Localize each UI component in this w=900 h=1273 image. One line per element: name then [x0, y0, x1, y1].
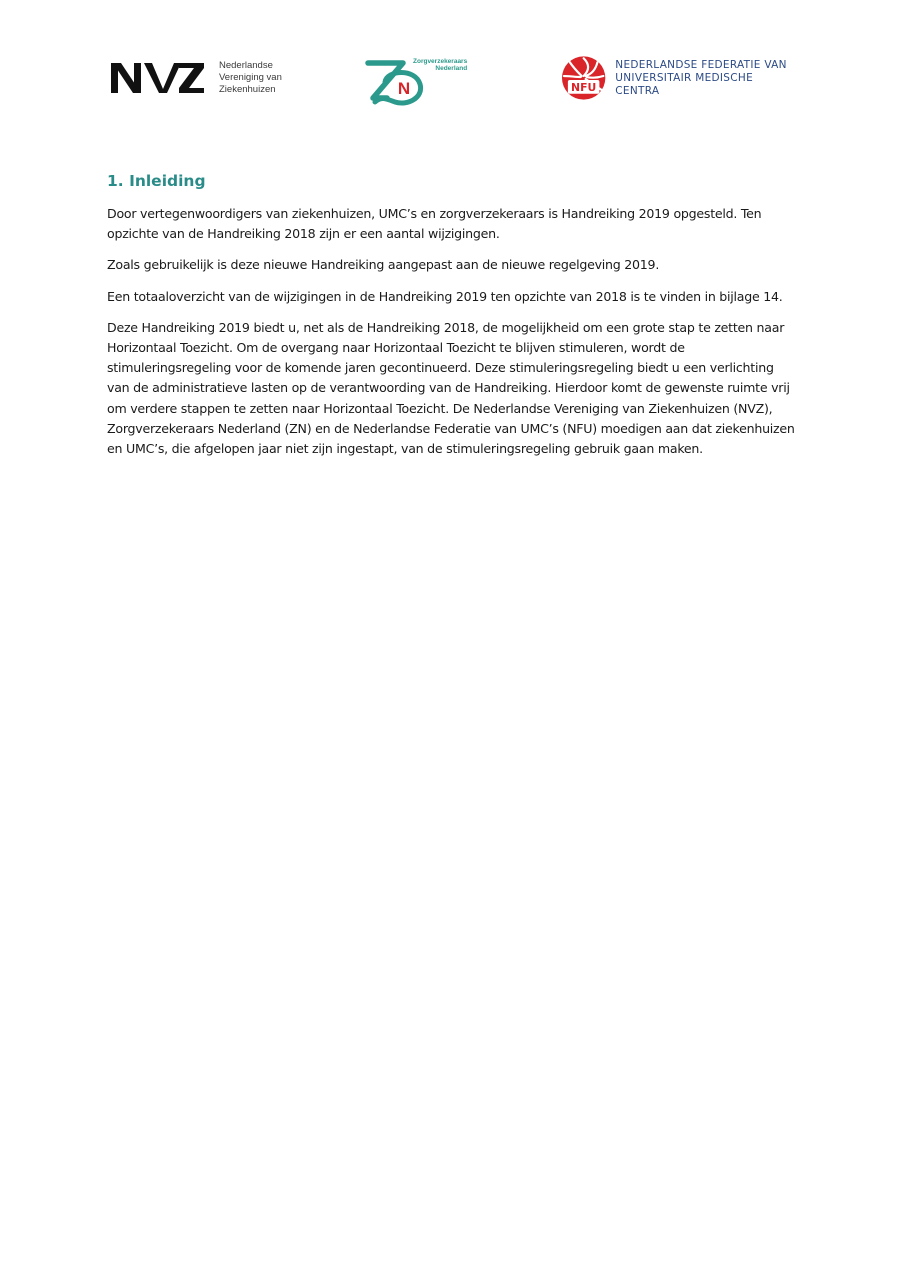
svg-text:NFU: NFU: [571, 80, 597, 94]
svg-text:N: N: [397, 79, 411, 98]
section-title: 1. Inleiding: [107, 172, 206, 190]
nvz-wordmark-icon: [111, 61, 205, 95]
paragraph-2: Zoals gebruikelijk is deze nieuwe Handreiking aangepast aan de nieuwe regelgeving 2019.: [107, 257, 660, 273]
nfu-emblem-icon: [560, 54, 607, 102]
nvz-caption: Nederlandse Vereniging van Ziekenhuizen: [219, 60, 282, 95]
zn-logo: [365, 56, 485, 108]
paragraph-1: Door vertegenwoordigers van ziekenhuizen, UMC’s en zorgverzekeraars is Handreiking 2019 opgesteld. Ten opzichte van de Handreiking 2018 zijn er een aantal wijzigingen.: [107, 206, 762, 242]
logo-header: [108, 52, 798, 112]
paragraph-4: Deze Handreiking 2019 biedt u, net als de Handreiking 2018, de mogelijkheid om een grote stap te zetten naar Horizontaal Toezicht. Om de overgang naar Horizontaal Toezicht te blijven stimuleren, wordt de stimuleringsregeling voor de komende jaren gecontinueerd. Deze stimuleringsregeling biedt u een verlichting van de administratieve lasten op de verantwoording van de Handreiking. Hierdoor komt de gewenste ruimte vrij om verdere stappen te zetten naar Horizontaal Toezicht. De Nederlandse Vereniging van Ziekenhuizen (NVZ), Zorgverzekeraars Nederland (ZN) en de Nederlandse Federatie van UMC’s (NFU) moedigen aan dat ziekenhuizen en UMC’s, die afgelopen jaar niet zijn ingestapt, van de stimuleringsregeling gebruik gaan maken.: [107, 319, 795, 457]
zn-caption: Zorgverzekeraars Nederland: [413, 58, 468, 72]
nfu-caption: NEDERLANDSE FEDERATIE VAN UNIVERSITAIR MEDISCHE CENTRA: [615, 58, 787, 97]
paragraph-3: Een totaaloverzicht van de wijzigingen in de Handreiking 2019 ten opzichte van 2018 is te vinden in bijlage 14.: [107, 288, 783, 304]
main-content: [107, 172, 797, 470]
nfu-logo: [560, 54, 798, 102]
nvz-logo: [111, 60, 282, 96]
